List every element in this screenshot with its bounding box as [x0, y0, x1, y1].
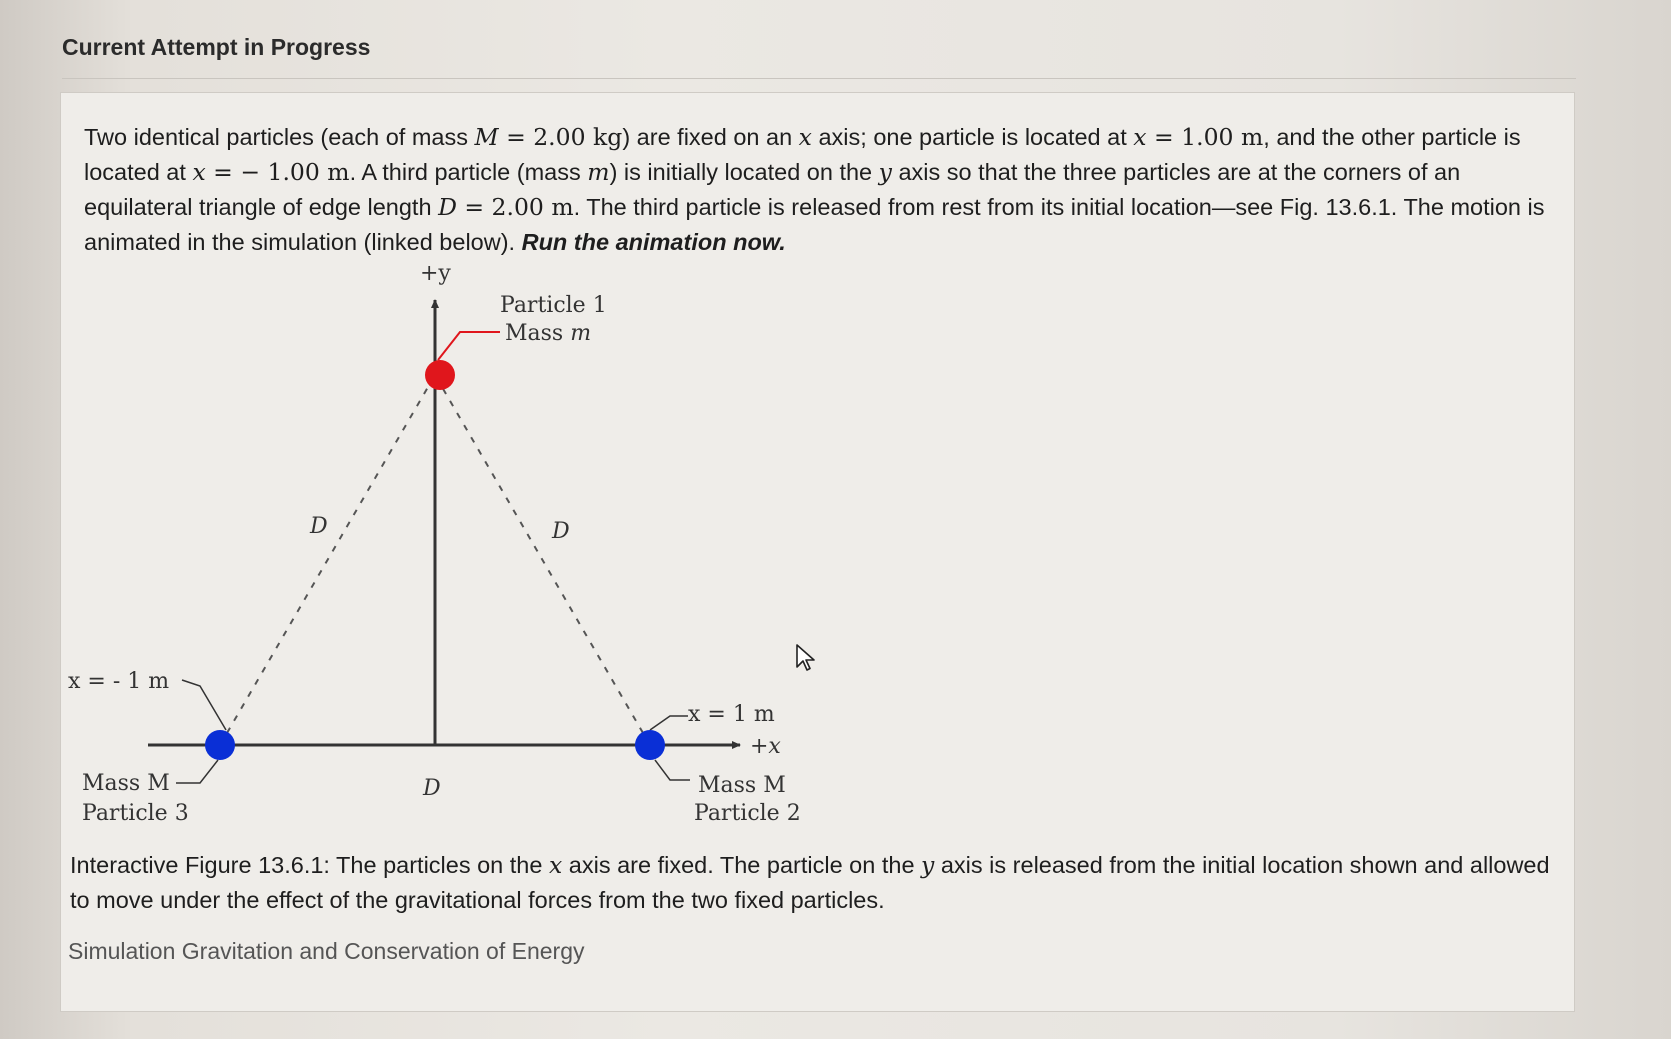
edge-d-left-label: D: [310, 514, 328, 539]
mass-right-leader: [655, 760, 690, 780]
edge-left-dashed: [220, 375, 435, 745]
particle2-label: Particle 2: [694, 801, 801, 826]
page-title: Current Attempt in Progress: [62, 34, 371, 60]
mouse-pointer-icon: [795, 643, 817, 678]
problem-statement: Two identical particles (each of mass M = 2.00 kg) are fixed on an x axis; one particle is located at x = 1.00 m, and the other particle is located at x = − 1.00 m. A third particle (mass m) is initially located on the y axis so that the three particles are at the corners of an equilateral triangle of edge length D = 2.00 m. The third particle is released from rest from its initial location—see Fig. 13.6.1. The motion is animated in the simulation (linked below). Run the animation now.: [84, 123, 1545, 255]
figure-13-6-1: [60, 260, 860, 840]
run-animation-instruction: Run the animation now.: [521, 229, 786, 255]
x-neg-1m-label: x = - 1 m: [68, 669, 170, 694]
particle1-label: Particle 1: [500, 293, 607, 318]
x-pos-leader: [650, 716, 688, 730]
particle3-label: Particle 3: [82, 801, 189, 826]
plus-y-label: +y: [420, 261, 451, 286]
edge-d-right-label: D: [552, 519, 570, 544]
triangle-diagram: [60, 260, 860, 840]
simulation-link[interactable]: Simulation Gravitation and Conservation of Energy: [68, 938, 585, 964]
particle1-leader: [438, 332, 500, 360]
edge-right-dashed: [435, 375, 650, 745]
x-pos-1m-label: x = 1 m: [688, 702, 775, 727]
mass-M-right-label: Mass M: [698, 773, 786, 798]
particle1-mass-label: Mass m: [505, 321, 592, 346]
mass-left-leader: [176, 760, 218, 783]
particle2-mass-M: [635, 730, 665, 760]
plus-x-label: +x: [750, 734, 781, 759]
header-divider: [62, 78, 1576, 79]
figure-caption: Interactive Figure 13.6.1: The particles on the x axis are fixed. The particle on the y axis is released from the initial location shown and allowed to move under the effect of the gravitational forces from the two fixed particles.: [70, 851, 1550, 913]
particle1-mass-m[interactable]: [425, 360, 455, 390]
x-neg-leader: [182, 680, 226, 730]
mass-M-left-label: Mass M: [82, 771, 170, 796]
particle3-mass-M: [205, 730, 235, 760]
edge-d-bottom-label: D: [423, 776, 441, 801]
